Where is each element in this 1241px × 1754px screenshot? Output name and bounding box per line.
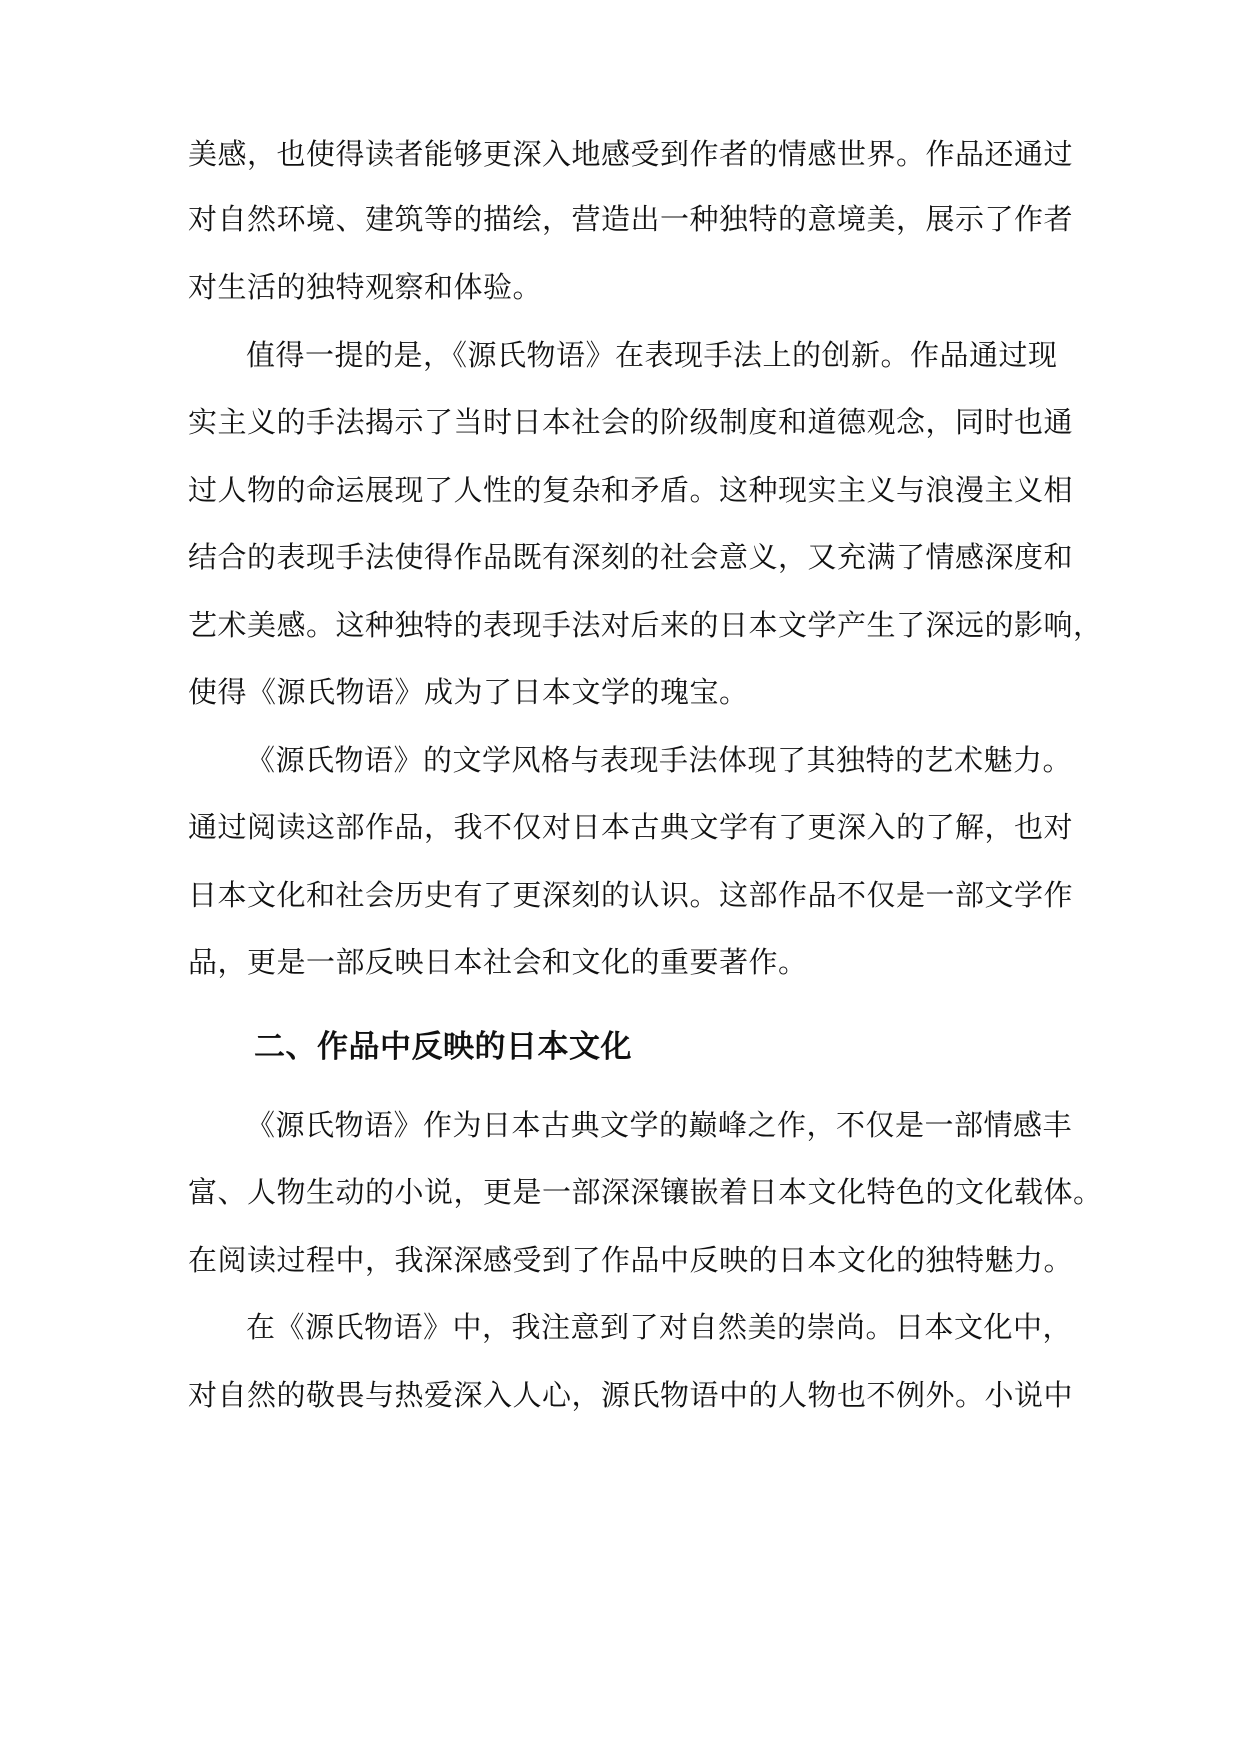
paragraph-2-line-1: 值得一提的是，《源氏物语》在表现手法上的创新。作品通过现 bbox=[246, 338, 1058, 372]
paragraph-3-line-1: 《源氏物语》的文学风格与表现手法体现了其独特的艺术魅力。 bbox=[246, 743, 1073, 777]
text-line-5: 实主义的手法揭示了当时日本社会的阶级制度和道德观念，同时也通 bbox=[188, 405, 1074, 439]
text-line-13: 品，更是一部反映日本社会和文化的重要著作。 bbox=[188, 945, 808, 979]
paragraph-5-line-1: 在《源氏物语》中，我注意到了对自然美的崇尚。日本文化中， bbox=[246, 1310, 1073, 1344]
text-line-15: 富、人物生动的小说，更是一部深深镶嵌着日本文化特色的文化载体。 bbox=[188, 1175, 1103, 1209]
paragraph-4-line-1: 《源氏物语》作为日本古典文学的巅峰之作，不仅是一部情感丰 bbox=[246, 1108, 1073, 1142]
text-line-16: 在阅读过程中，我深深感受到了作品中反映的日本文化的独特魅力。 bbox=[188, 1243, 1074, 1277]
text-line-18: 对自然的敬畏与热爱深入人心，源氏物语中的人物也不例外。小说中 bbox=[188, 1378, 1074, 1412]
text-line-2: 对自然环境、建筑等的描绘，营造出一种独特的意境美，展示了作者 bbox=[188, 202, 1074, 236]
text-line-12: 日本文化和社会历史有了更深刻的认识。这部作品不仅是一部文学作 bbox=[188, 878, 1074, 912]
text-line-7: 结合的表现手法使得作品既有深刻的社会意义，又充满了情感深度和 bbox=[188, 540, 1074, 574]
section-heading: 二、作品中反映的日本文化 bbox=[254, 1029, 632, 1065]
text-line-1: 美感，也使得读者能够更深入地感受到作者的情感世界。作品还通过 bbox=[188, 137, 1074, 171]
text-line-3: 对生活的独特观察和体验。 bbox=[188, 270, 543, 304]
text-line-9: 使得《源氏物语》成为了日本文学的瑰宝。 bbox=[188, 675, 749, 709]
text-line-11: 通过阅读这部作品，我不仅对日本古典文学有了更深入的了解，也对 bbox=[188, 810, 1074, 844]
text-line-6: 过人物的命运展现了人性的复杂和矛盾。这种现实主义与浪漫主义相 bbox=[188, 473, 1074, 507]
text-line-8: 艺术美感。这种独特的表现手法对后来的日本文学产生了深远的影响， bbox=[188, 608, 1103, 642]
